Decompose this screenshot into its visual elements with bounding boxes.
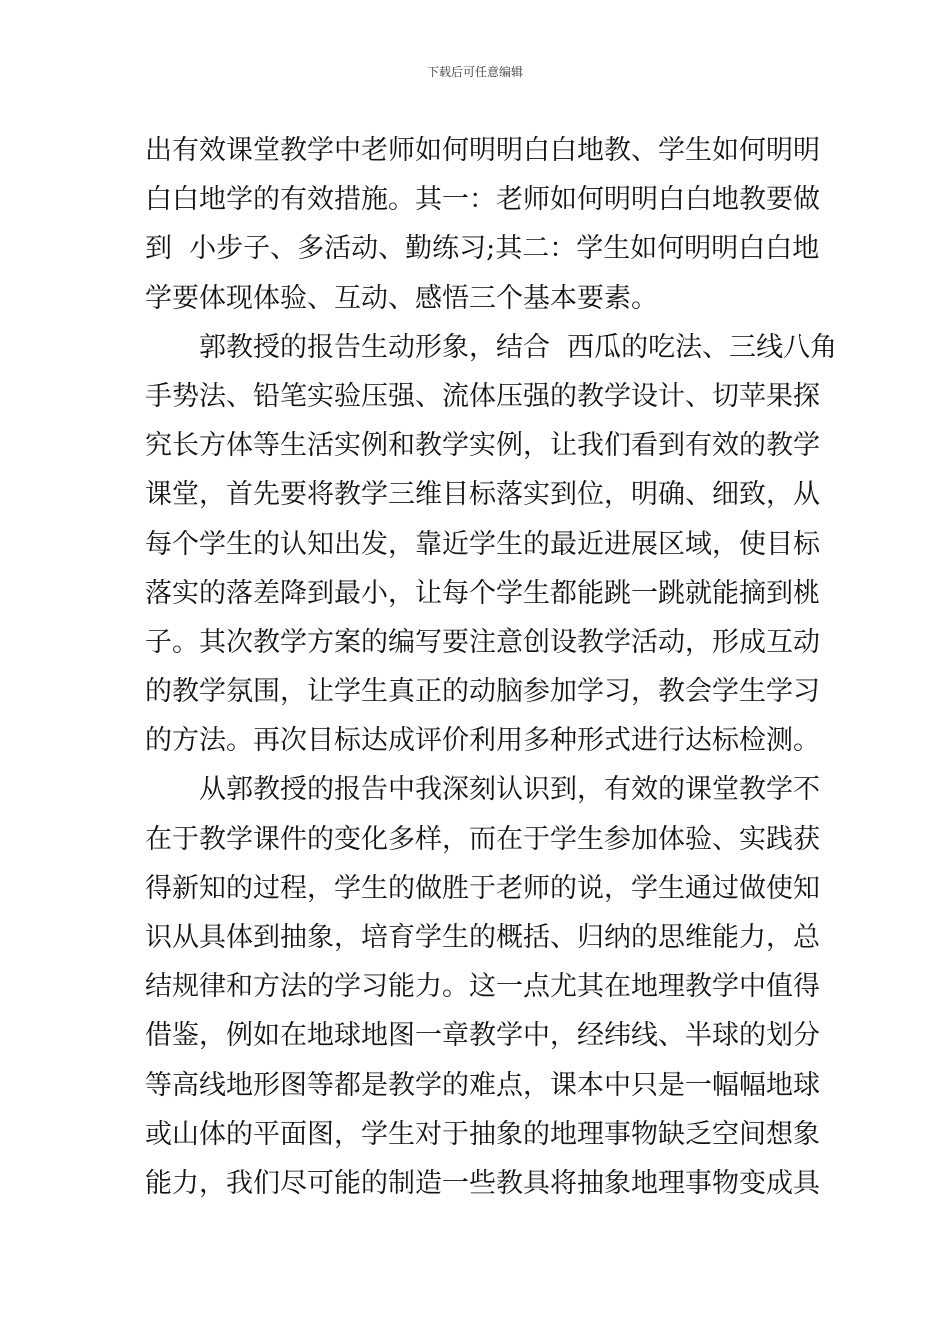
body-text [145, 126, 838, 1208]
text-line: 的教学氛围，让学生真正的动脑参加学习，教会学生学习 [145, 676, 820, 708]
text-line: 手势法、铅笔实验压强、流体压强的教学设计、切苹果探 [145, 380, 820, 412]
text-line: 借鉴，例如在地球地图一章教学中，经纬线、半球的划分 [145, 1020, 820, 1052]
text-line: 出有效课堂教学中老师如何明明白白地教、学生如何明明 [145, 135, 820, 166]
text-line: 在于教学课件的变化多样，而在于学生参加体验、实践获 [145, 823, 820, 855]
text-line: 识从具体到抽象，培育学生的概括、归纳的思维能力，总 [145, 922, 820, 953]
text-line: 子。其次教学方案的编写要注意创设教学活动，形成互动 [145, 626, 820, 658]
text-line: 课堂，首先要将教学三维目标落实到位，明确、细致，从 [145, 479, 820, 511]
text-line: 或山体的平面图，学生对于抽象的地理事物缺乏空间想象 [145, 1118, 820, 1150]
text-line: 从郭教授的报告中我深刻认识到，有效的课堂教学不 [199, 774, 820, 806]
text-line: 能力，我们尽可能的制造一些教具将抽象地理事物变成具 [145, 1167, 820, 1199]
text-line: 郭教授的报告生动形象，结合 西瓜的吃法、三线八角 [199, 331, 838, 363]
text-line: 每个学生的认知出发，靠近学生的最近进展区域，使目标 [145, 528, 820, 560]
text-line: 落实的落差降到最小，让每个学生都能跳一跳就能摘到桃 [145, 577, 820, 609]
text-line: 究长方体等生活实例和教学实例，让我们看到有效的教学 [145, 430, 820, 462]
text-line: 等高线地形图等都是教学的难点，课本中只是一幅幅地球 [145, 1069, 820, 1101]
text-line: 学要体现体验、互动、感悟三个基本要素。 [145, 282, 658, 314]
text-line: 得新知的过程，学生的做胜于老师的说，学生通过做使知 [145, 872, 820, 904]
text-line: 到 小步子、多活动、勤练习;其二：学生如何明明白白地 [145, 233, 820, 265]
page-header: 下载后可任意编辑 [426, 65, 523, 79]
text-line: 结规律和方法的学习能力。这一点尤其在地理教学中值得 [145, 971, 820, 1003]
text-line: 白白地学的有效措施。其一：老师如何明明白白地教要做 [145, 184, 820, 216]
text-line: 的方法。再次目标达成评价利用多种形式进行达标检测。 [145, 725, 820, 757]
